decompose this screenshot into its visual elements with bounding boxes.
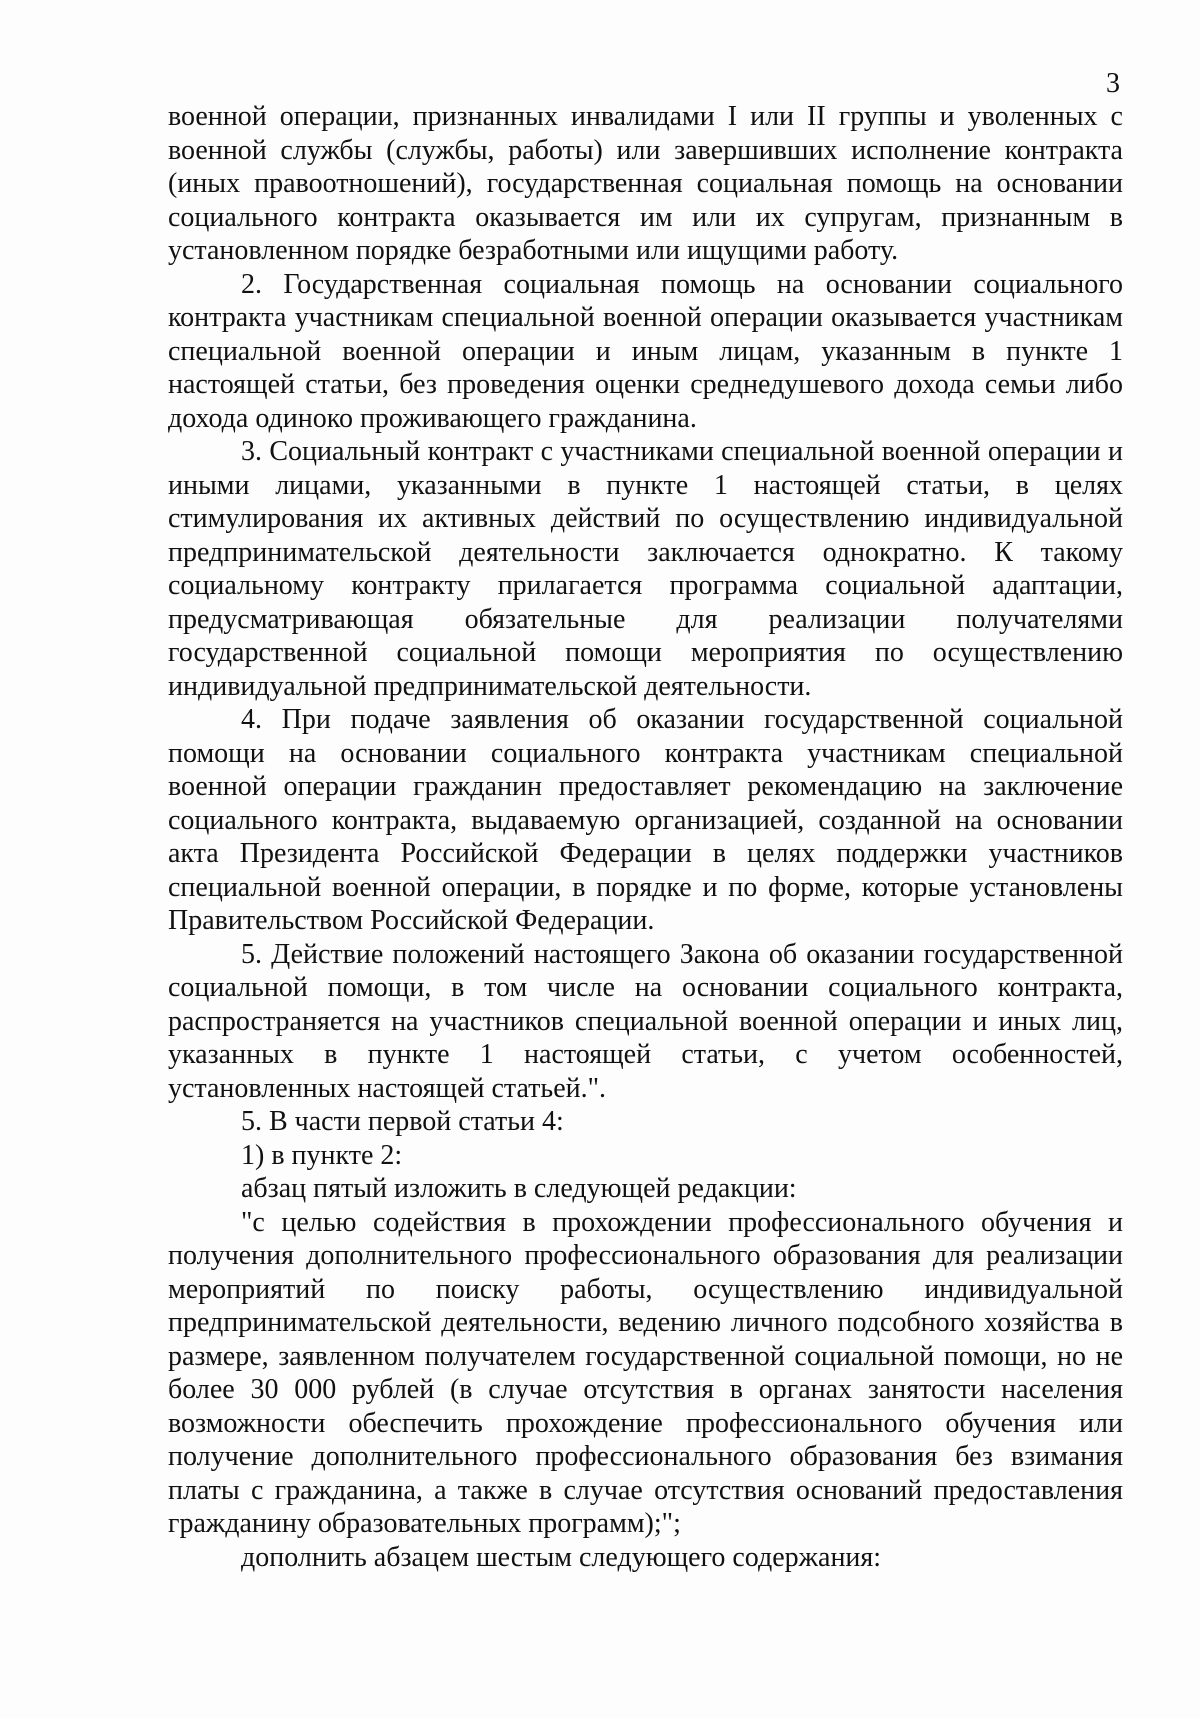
paragraph-continuation: военной операции, признанных инвалидами I или II группы и уволенных с военной службы (службы, работы) или завершивших исполнение контракта (иных правоотношений), государственная социальная помощь на основании социального контракта оказывается им или их супругам, признанным в установленном порядке безработными или ищущими работу. xyxy=(168,101,1123,266)
document-body xyxy=(168,100,1123,1574)
paragraph-item-4: 4. При подаче заявления об оказании государственной социальной помощи на основании социального контракта участникам специальной военной операции гражданин предоставляет рекомендацию на заключение социального контракта, выдаваемую организацией, созданной на основании акта Президента Российской Федерации в целях поддержки участников специальной военной операции, в порядке и по форме, которые установлены Правительством Российской Федерации. xyxy=(168,704,1123,936)
paragraph-subitem-1: 1) в пункте 2: xyxy=(241,1139,403,1171)
paragraph-item-3: 3. Социальный контракт с участниками специальной военной операции и иными лицами, указанными в пункте 1 настоящей статьи, в целях стимулирования их активных действий по осуществлению индивидуальной предпринимательской деятельности заключается однократно. К такому социальному контракту прилагается программа социальной адаптации, предусматривающая обязательные для реализации получателями государственной социальной помощи мероприятия по осуществлению индивидуальной предпринимательской деятельности. xyxy=(168,436,1123,702)
paragraph-instruction: абзац пятый изложить в следующей редакции: xyxy=(241,1173,797,1204)
paragraph-item-5: 5. Действие положений настоящего Закона об оказании государственной социальной помощи, в том числе на основании социального контракта, распространяется на участников специальной военной операции и иных лиц, указанных в пункте 1 настоящей статьи, с учетом особенностей, установленных настоящей статьей.". xyxy=(168,938,1123,1104)
paragraph-addition: дополнить абзацем шестым следующего содержания: xyxy=(241,1541,882,1573)
paragraph-item-2: 2. Государственная социальная помощь на основании социального контракта участникам специальной военной операции оказывается участникам специальной военной операции и иным лицам, указанным в пункте 1 настоящей статьи, без проведения оценки среднедушевого дохода семьи либо дохода одиноко проживающего гражданина. xyxy=(168,268,1123,434)
paragraph-quoted-text: "с целью содействия в прохождении профессионального обучения и получения дополнительного профессионального образования для реализации мероприятий по поиску работы, осуществлению индивидуальной предпринимательской деятельности, ведению личного подсобного хозяйства в размере, заявленном получателем государственной социальной помощи, но не более 30 000 рублей (в случае отсутствия в органах занятости населения возможности обеспечить прохождение профессионального обучения или получение дополнительного профессионального образования без взимания платы с гражданина, а также в случае отсутствия оснований предоставления гражданину образовательных программ);"; xyxy=(168,1206,1123,1539)
paragraph-section-5: 5. В части первой статьи 4: xyxy=(241,1106,564,1137)
page-number: 3 xyxy=(1106,68,1120,99)
